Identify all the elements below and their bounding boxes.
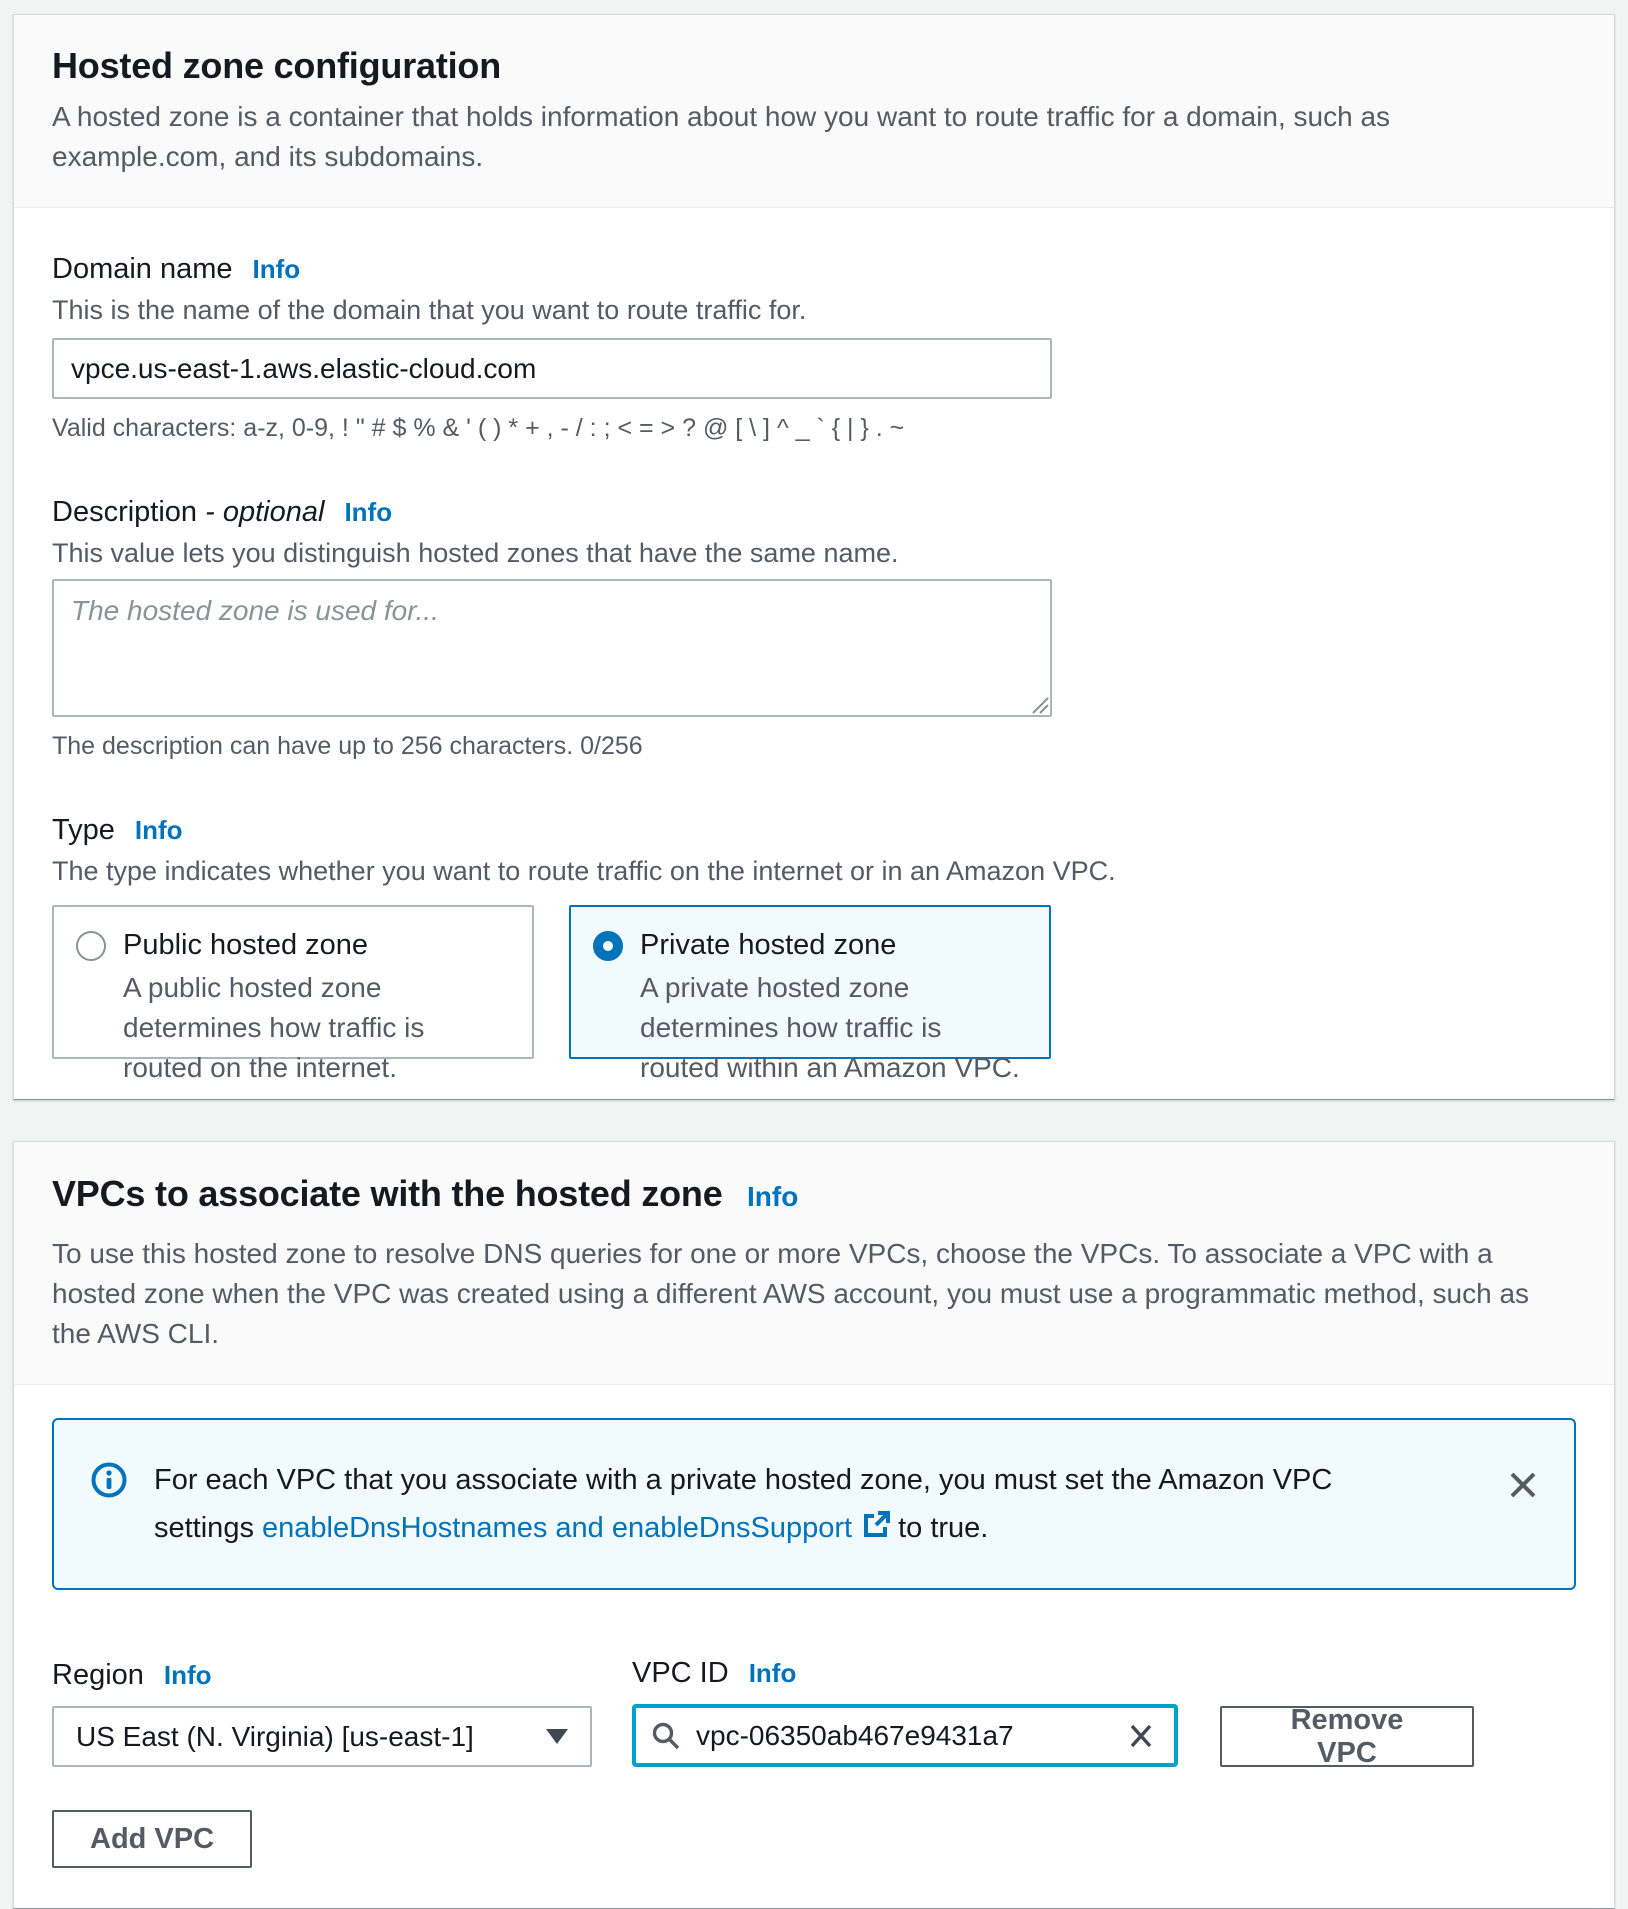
vpc-settings-info-banner — [52, 1418, 1576, 1590]
card-body — [14, 1418, 1614, 1908]
vpc-id-input[interactable] — [694, 1719, 1124, 1753]
domain-name-info-link[interactable]: Info — [252, 254, 301, 284]
search-icon — [650, 1720, 682, 1752]
vpc-id-label: VPC ID — [632, 1657, 729, 1689]
card-header — [14, 1142, 1614, 1385]
type-label: Type — [52, 814, 115, 846]
region-label: Region — [52, 1659, 144, 1691]
public-hosted-zone-description: A public hosted zone determines how traffic is routed on the internet. — [123, 972, 425, 1083]
description-optional-label: - optional — [205, 496, 325, 528]
domain-name-helper: This is the name of the domain that you want to route traffic for. — [52, 295, 807, 325]
description-label: Description - optional — [52, 496, 325, 528]
radio-card-private-hosted-zone[interactable] — [569, 905, 1051, 1083]
region-select[interactable] — [52, 1706, 592, 1767]
vpc-association-row — [52, 1656, 1576, 1767]
description-field — [52, 495, 1576, 761]
close-icon — [1506, 1468, 1540, 1502]
vpc-id-searchbox — [632, 1704, 1178, 1767]
hosted-zone-configuration-card — [13, 14, 1615, 1100]
type-helper: The type indicates whether you want to route traffic on the internet or in an Amazon VPC. — [52, 856, 1116, 886]
remove-vpc-button[interactable]: Remove VPC — [1220, 1706, 1474, 1767]
banner-text — [154, 1456, 1414, 1552]
card-header — [14, 15, 1614, 208]
clear-x-icon — [1126, 1721, 1156, 1751]
region-selected-value: US East (N. Virginia) [us-east-1] — [76, 1720, 474, 1752]
info-circle-icon — [90, 1461, 128, 1499]
vpcs-to-associate-card — [13, 1141, 1615, 1909]
card-description: A hosted zone is a container that holds information about how you want to route traffic for a domain, such as example.com, and its subdomains. — [52, 101, 1391, 172]
description-constraint: The description can have up to 256 characters. 0/256 — [52, 732, 643, 760]
banner-close-button[interactable] — [1502, 1464, 1544, 1509]
type-field — [52, 813, 1576, 1083]
external-link-icon — [860, 1509, 892, 1541]
vpc-id-field — [632, 1656, 1178, 1767]
region-field — [52, 1658, 592, 1767]
private-hosted-zone-description: A private hosted zone determines how traffic is routed within an Amazon VPC. — [640, 972, 1020, 1083]
private-hosted-zone-label: Private hosted zone — [640, 929, 897, 961]
card-title: Hosted zone configuration — [52, 45, 501, 86]
clear-input-button[interactable] — [1124, 1719, 1158, 1753]
domain-name-input[interactable] — [52, 338, 1052, 399]
radio-card-public-hosted-zone[interactable] — [52, 905, 534, 1083]
card-description: To use this hosted zone to resolve DNS queries for one or more VPCs, choose the VPCs. To associate a VPC with a hosted zone when the VPC was created using a different AWS account, you must use a programmatic method, such as the AWS CLI. — [52, 1238, 1530, 1349]
domain-name-field — [52, 252, 1576, 443]
region-info-link[interactable]: Info — [163, 1660, 212, 1690]
chevron-down-icon — [546, 1729, 568, 1744]
domain-name-label: Domain name — [52, 253, 233, 285]
banner-text-after-link: to true. — [898, 1512, 989, 1544]
description-textarea[interactable] — [52, 579, 1052, 717]
radio-checked-icon[interactable] — [593, 931, 623, 961]
vpcs-info-link[interactable]: Info — [746, 1181, 799, 1212]
description-info-link[interactable]: Info — [344, 497, 393, 527]
description-helper: This value lets you distinguish hosted zones that have the same name. — [52, 538, 899, 568]
vpc-id-info-link[interactable]: Info — [748, 1658, 797, 1688]
enable-dns-link[interactable]: enableDnsHostnames and enableDnsSupport — [262, 1512, 853, 1544]
add-vpc-button[interactable]: Add VPC — [52, 1810, 252, 1868]
type-info-link[interactable]: Info — [134, 815, 183, 845]
card-title: VPCs to associate with the hosted zone — [52, 1173, 723, 1214]
card-body — [14, 208, 1614, 1099]
public-hosted-zone-label: Public hosted zone — [123, 929, 369, 961]
domain-name-constraint: Valid characters: a-z, 0-9, ! " # $ % & ' ( ) * + , - / : ; < = > ? @ [ \ ] ^ _ ` { | } . ~ — [52, 414, 905, 442]
type-radio-group — [52, 905, 1576, 1083]
banner-text-before-link: For each VPC that you associate with a private hosted zone, you must set the Amazon VPC settings — [154, 1464, 1333, 1544]
radio-unchecked-icon[interactable] — [76, 931, 106, 961]
